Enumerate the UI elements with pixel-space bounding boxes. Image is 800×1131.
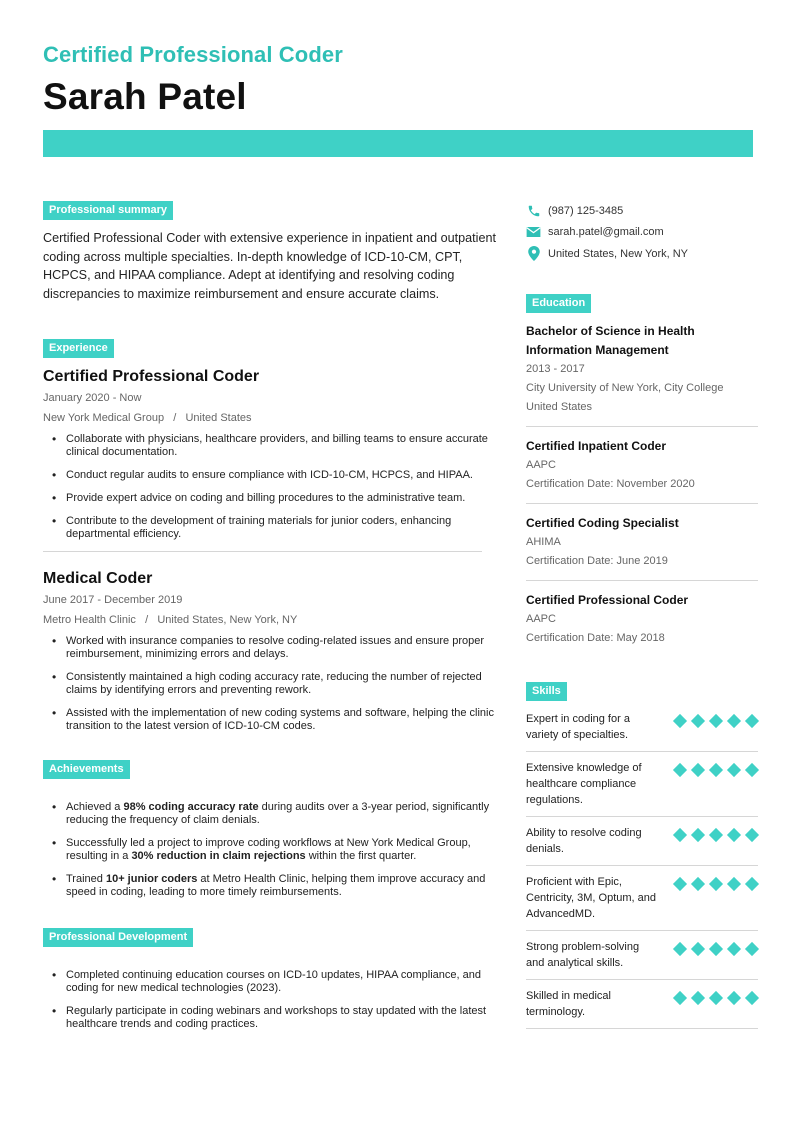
list-item: • Consistently maintained a high coding accuracy rate, reducing the number of rejected claims by identifying errors and preventing rework. [43,671,497,697]
certification-issuer: AAPC [526,612,556,625]
certification-title: Certified Professional Coder [526,592,689,607]
list-item: • Conduct regular audits to ensure compliance with ICD-10-CM, HCPCS, and HIPAA. [43,469,497,482]
contact-phone [526,200,758,222]
header-accent-bar [43,130,753,157]
diamond-icon [727,827,741,841]
skills-heading: Skills [526,682,567,701]
summary-heading: Professional summary [43,201,173,220]
diamond-icon [673,941,687,955]
diamond-icon [745,713,759,727]
skill-level [674,939,758,955]
diamond-icon [727,990,741,1004]
education-title: Bachelor of Science in Health Information Management [526,323,695,357]
contact-location [526,243,758,265]
job-bullets [43,635,497,733]
skill-level [674,825,758,841]
resume-name: Sarah Patel [43,76,247,117]
diamond-icon [691,941,705,955]
education-detail: United States [526,400,593,413]
list-item: • Regularly participate in coding webinars and workshops to stay updated with the latest healthcare trends and coding practices. [43,1005,497,1031]
diamond-icon [691,713,705,727]
experience-section [43,338,497,733]
job-role: Medical Coder [43,570,153,587]
certification-entry [526,591,758,648]
education-heading: Education [526,294,591,313]
diamond-icon [673,827,687,841]
certification-date: Certification Date: May 2018 [526,631,665,644]
diamond-icon [745,990,759,1004]
certification-issuer: AAPC [526,458,556,471]
phone-text: (987) 125-3485 [548,204,624,217]
diamond-icon [745,941,759,955]
diamond-icon [691,762,705,776]
diamond-icon [709,762,723,776]
skill-level [674,760,758,776]
certification-title: Certified Coding Specialist [526,515,679,530]
list-item: • Achieved a 98% coding accuracy rate during audits over a 3-year period, significantly reducing the frequency of claim denials. [43,801,497,827]
divider [526,580,758,581]
job-bullets [43,433,497,541]
diamond-icon [709,941,723,955]
location-text: United States, New York, NY [548,247,689,260]
list-item: • Worked with insurance companies to resolve coding-related issues and ensure proper reimbursement, minimizing errors and delays. [43,635,497,661]
job-entry [43,368,497,541]
diamond-icon [691,990,705,1004]
skill-row [526,752,758,817]
list-item: • Contribute to the development of training materials for junior coders, enhancing departmental efficiency. [43,515,497,541]
job-role: Certified Professional Coder [43,368,260,385]
separator: / [167,412,183,424]
phone-icon [526,203,541,218]
diamond-icon [709,713,723,727]
list-item: • Assisted with the implementation of new coding systems and software, helping the clinic transition to the latest version of ICD-10-CM codes. [43,707,497,733]
map-pin-icon [526,246,541,261]
skill-row [526,931,758,980]
skills-section [526,681,758,1029]
skill-name: Expert in coding for a variety of specialties. [526,712,630,741]
diamond-icon [709,876,723,890]
diamond-icon [745,827,759,841]
diamond-icon [727,876,741,890]
job-date: June 2017 - December 2019 [43,594,183,606]
envelope-icon [526,225,541,240]
skill-level [674,711,758,727]
job-entry [43,570,497,733]
job-company: New York Medical Group [43,412,165,424]
diamond-icon [709,827,723,841]
achievements-list [43,801,497,899]
diamond-icon [745,876,759,890]
certification-date: Certification Date: November 2020 [526,477,695,490]
skill-row [526,980,758,1029]
summary-text: Certified Professional Coder with extensive experience in inpatient and outpatient coding across multiple specialties. In-depth knowledge of ICD-10-CM, CPT, HCPCS, and HIPAA compliance. Adept at identifying and resolving coding discrepancies to maximize reimbursement and ensure accurate claims. [43,231,496,301]
resume-header [43,42,753,118]
skill-name: Strong problem-solving and analytical skills. [526,940,640,969]
job-place [43,412,497,424]
list-item: • Successfully led a project to improve coding workflows at New York Medical Group, resulting in a 30% reduction in claim rejections within the first quarter. [43,837,497,863]
education-section [526,293,758,648]
job-company: Metro Health Clinic [43,614,136,626]
summary-section [43,200,497,303]
contact-section [526,200,758,265]
job-location: United States, New York, NY [157,614,298,626]
job-place [43,614,497,626]
divider [43,551,482,552]
skill-name: Extensive knowledge of healthcare compliance regulations. [526,761,642,806]
skill-row [526,703,758,752]
diamond-icon [709,990,723,1004]
job-date: January 2020 - Now [43,392,142,404]
skill-name: Proficient with Epic, Centricity, 3M, Optum, and AdvancedMD. [526,875,657,920]
diamond-icon [727,762,741,776]
education-detail: 2013 - 2017 [526,362,585,375]
job-location: United States [185,412,252,424]
diamond-icon [691,876,705,890]
skill-row [526,817,758,866]
email-text: sarah.patel@gmail.com [548,226,664,239]
certification-date: Certification Date: June 2019 [526,554,668,567]
list-item: • Trained 10+ junior coders at Metro Health Clinic, helping them improve accuracy and speed in coding, leading to more timely reimbursements. [43,873,497,899]
skill-name: Skilled in medical terminology. [526,989,611,1018]
diamond-icon [745,762,759,776]
diamond-icon [727,941,741,955]
development-list [43,969,497,1031]
education-entry [526,322,758,417]
diamond-icon [673,990,687,1004]
resume-job-title: Certified Professional Coder [43,42,343,67]
list-item: • Provide expert advice on coding and billing procedures to the administrative team. [43,492,497,505]
right-column [526,200,758,1029]
skill-level [674,988,758,1004]
left-column [43,200,497,1041]
diamond-icon [691,827,705,841]
divider [526,426,758,427]
skill-name: Ability to resolve coding denials. [526,826,642,855]
achievements-section [43,759,497,899]
divider [526,503,758,504]
certification-entry [526,514,758,571]
diamond-icon [673,876,687,890]
diamond-icon [673,713,687,727]
diamond-icon [727,713,741,727]
skills-list [526,703,758,1029]
list-item: • Collaborate with physicians, healthcare providers, and billing teams to ensure accurate clinical documentation. [43,433,497,459]
certification-issuer: AHIMA [526,535,561,548]
certification-entry [526,437,758,494]
list-item: • Completed continuing education courses on ICD-10 updates, HIPAA compliance, and coding for new medical technologies (2023). [43,969,497,995]
achievements-heading: Achievements [43,760,130,779]
contact-email [526,222,758,244]
separator: / [138,614,155,626]
experience-heading: Experience [43,339,114,358]
development-section [43,927,497,1031]
diamond-icon [673,762,687,776]
certification-title: Certified Inpatient Coder [526,438,667,453]
skill-row [526,866,758,931]
skill-level [674,874,758,890]
education-detail: City University of New York, City College [526,381,724,394]
development-heading: Professional Development [43,928,193,947]
